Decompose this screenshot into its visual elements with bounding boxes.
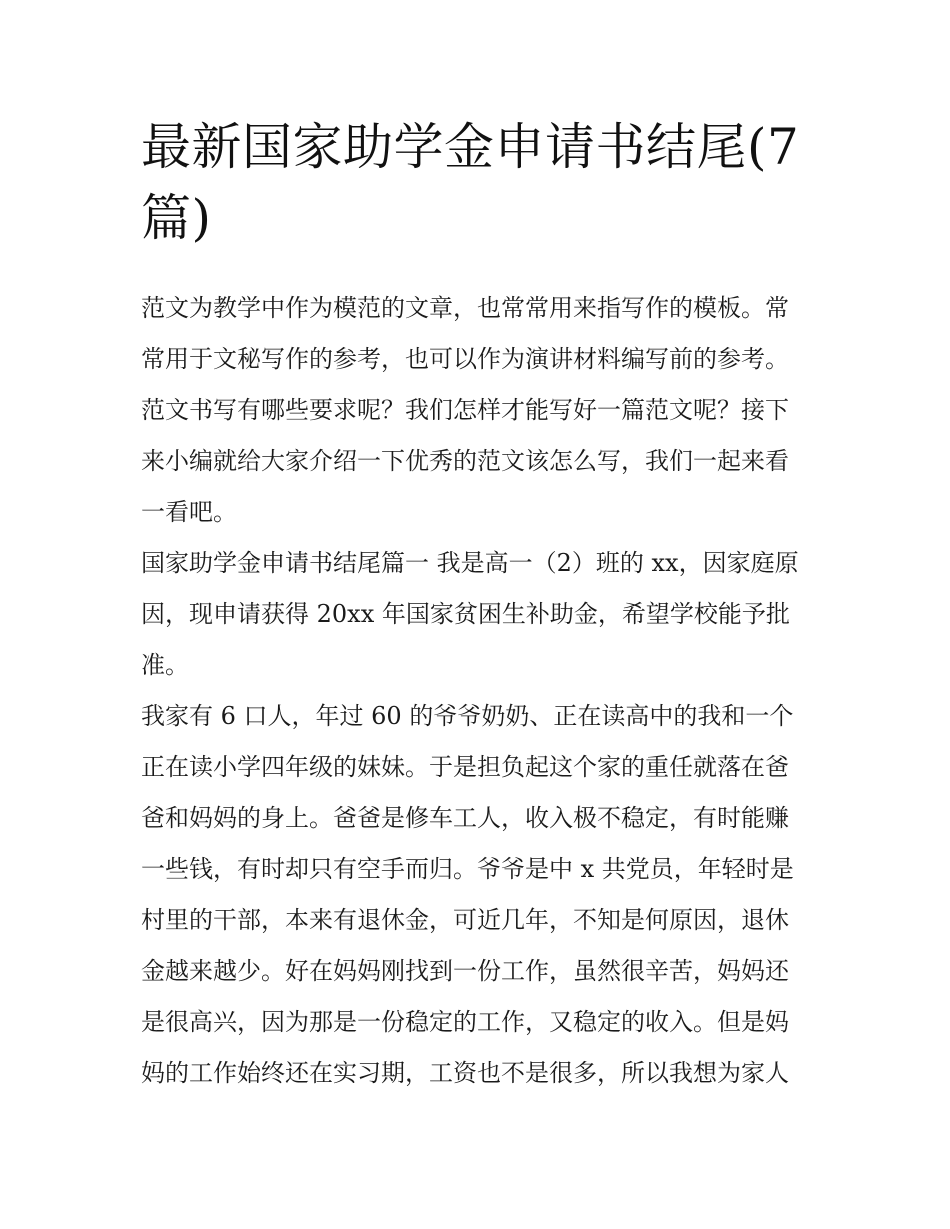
paragraph-line: 常用于文秘写作的参考，也可以作为演讲材料编写前的参考。 (141, 345, 789, 373)
paragraph-line: 金越来越少。好在妈妈刚找到一份工作，虽然很辛苦，妈妈还 (141, 957, 789, 985)
paragraph-line: 妈的工作始终还在实习期，工资也不是很多，所以我想为家人 (141, 1059, 789, 1087)
paragraph-line: 来小编就给大家介绍一下优秀的范文该怎么写，我们一起来看 (141, 447, 789, 475)
paragraph-line: 我家有 6 口人，年过 60 的爷爷奶奶、正在读高中的我和一个 (141, 702, 794, 730)
paragraph-line: 因，现申请获得 20xx 年国家贫困生补助金，希望学校能予批 (141, 600, 790, 628)
document-title (141, 112, 813, 254)
document-body (141, 283, 813, 1099)
paragraph-family (141, 691, 813, 1099)
title-line-2: 篇) (141, 189, 212, 247)
paragraph-line: 爸和妈妈的身上。爸爸是修车工人，收入极不稳定，有时能赚 (141, 804, 789, 832)
paragraph-line: 是很高兴，因为那是一份稳定的工作，又稳定的收入。但是妈 (141, 1008, 789, 1036)
paragraph-intro (141, 283, 813, 538)
paragraph-line: 范文书写有哪些要求呢？我们怎样才能写好一篇范文呢？接下 (141, 396, 789, 424)
paragraph-line: 一些钱，有时却只有空手而归。爷爷是中 x 共党员，年轻时是 (141, 855, 794, 883)
paragraph-application (141, 538, 813, 691)
paragraph-line: 正在读小学四年级的妹妹。于是担负起这个家的重任就落在爸 (141, 753, 789, 781)
paragraph-line: 村里的干部，本来有退休金，可近几年，不知是何原因，退休 (141, 906, 789, 934)
paragraph-line: 一看吧。 (141, 498, 237, 526)
document-content (141, 112, 813, 1099)
paragraph-line: 国家助学金申请书结尾篇一 我是高一（2）班的 xx，因家庭原 (141, 549, 799, 577)
title-line-1: 最新国家助学金申请书结尾(7 (141, 118, 800, 176)
paragraph-line: 准。 (141, 651, 189, 679)
paragraph-line: 范文为教学中作为模范的文章，也常常用来指写作的模板。常 (141, 294, 789, 322)
